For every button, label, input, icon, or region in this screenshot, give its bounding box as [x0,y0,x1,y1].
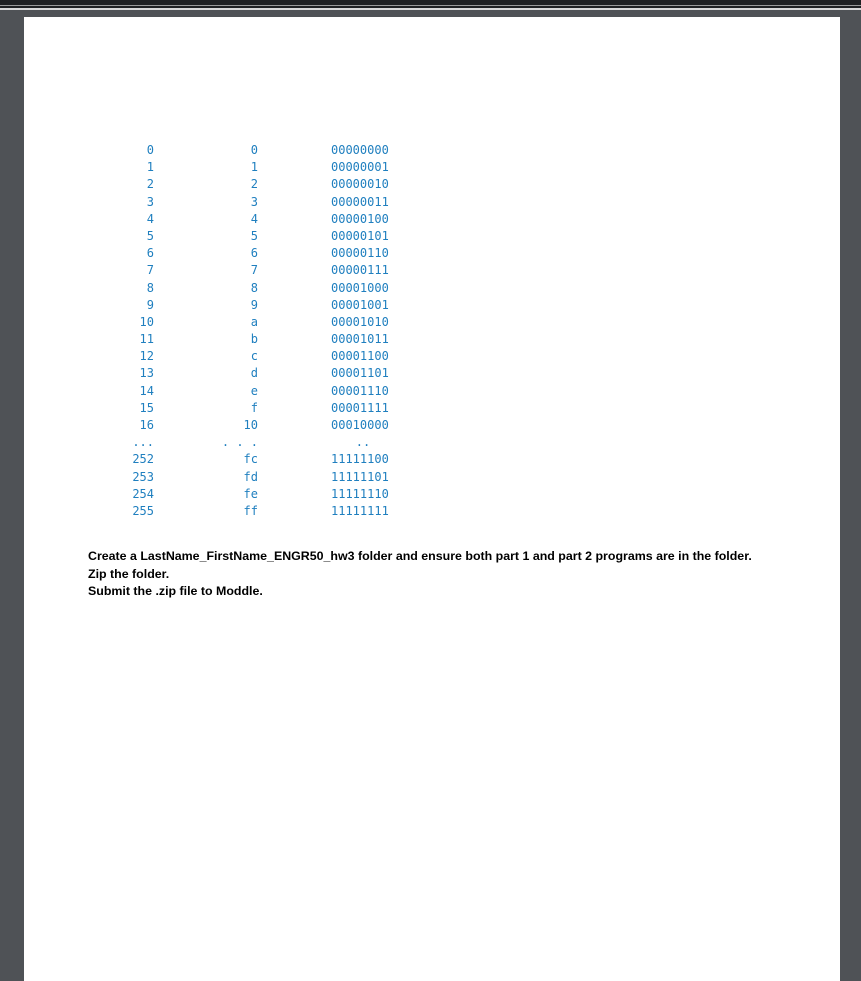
hex-cell: b [250,332,258,347]
hex-cell: 5 [250,228,258,243]
table-row [24,365,840,382]
decimal-cell: 4 [146,211,154,226]
binary-cell: 00010000 [331,418,389,432]
table-row [24,211,840,228]
decimal-cell: 255 [132,503,154,518]
table-row [24,451,840,468]
hex-cell: 8 [250,280,258,295]
decimal-cell: 16 [139,418,154,432]
binary-cell: 00000000 [331,143,389,157]
table-row [24,280,840,297]
table-row [24,331,840,348]
hex-cell: 2 [250,177,258,192]
table-row [24,142,840,159]
instruction-line-create-folder: Create a LastName_FirstName_ENGR50_hw3 folder and ensure both part 1 and part 2 programs are in the folder. [88,549,752,563]
table-row [24,262,840,279]
table-row [24,486,840,503]
hex-cell: 1 [250,160,258,175]
decimal-cell: 254 [132,486,154,501]
binary-cell: 00001100 [331,349,389,364]
binary-cell: 00001111 [331,400,389,415]
document-page [24,17,840,981]
hex-cell: d [250,366,258,381]
decimal-cell: 2 [146,177,154,192]
hex-cell: 9 [250,297,258,312]
table-row [24,348,840,365]
hex-cell: 3 [250,194,258,209]
hex-cell: e [250,383,258,398]
binary-cell: 00000110 [331,246,389,261]
binary-cell: 00000010 [331,177,389,192]
hex-cell: fc [243,452,258,467]
binary-cell: 00001001 [331,297,389,312]
binary-cell: 00000111 [331,263,389,278]
binary-cell: 00001010 [331,314,389,329]
number-conversion-table [24,142,840,520]
decimal-cell: 15 [139,400,154,415]
table-row [24,383,840,400]
viewer-top-bar-line [0,5,861,6]
binary-cell: 11111111 [331,503,389,518]
decimal-cell: 13 [139,366,154,381]
instruction-line-zip: Zip the folder. [88,566,170,581]
table-row [24,297,840,314]
table-row [24,503,840,520]
binary-cell: 00001101 [331,366,389,381]
decimal-cell: 11 [139,332,154,347]
decimal-cell: 7 [146,263,154,278]
table-row [24,159,840,176]
binary-cell: .. [355,435,371,450]
hex-cell: a [250,314,258,329]
hex-cell: fe [243,486,258,501]
hex-cell: 10 [243,418,258,432]
decimal-cell: 0 [146,143,154,157]
hex-cell: 7 [250,263,258,278]
table-row [24,228,840,245]
decimal-cell: 8 [146,280,154,295]
table-row [24,194,840,211]
binary-cell: 11111110 [331,486,389,501]
decimal-cell: 252 [132,452,154,467]
binary-cell: 00000001 [331,160,389,175]
viewer-top-bar [0,0,861,10]
hex-cell: 4 [250,211,258,226]
decimal-cell: 12 [139,349,154,364]
table-row [24,245,840,262]
decimal-cell: 1 [146,160,154,175]
decimal-cell: 14 [139,383,154,398]
hex-cell: c [250,349,258,364]
decimal-cell: 6 [146,246,154,261]
decimal-cell: ... [132,435,154,450]
table-row [24,417,840,434]
hex-cell: fd [243,469,258,484]
hex-cell: . . . [221,435,258,450]
binary-cell: 00000011 [331,194,389,209]
binary-cell: 00001110 [331,383,389,398]
table-row [24,314,840,331]
hex-cell: 0 [250,143,258,157]
decimal-cell: 253 [132,469,154,484]
instruction-line-submit: Submit the .zip file to Moddle. [88,584,263,598]
instructions [88,548,752,601]
table-row [24,176,840,193]
binary-cell: 00000101 [331,228,389,243]
decimal-cell: 3 [146,194,154,209]
binary-cell: 00001000 [331,280,389,295]
table-row-ellipsis [24,434,840,451]
decimal-cell: 9 [146,297,154,312]
binary-cell: 00001011 [331,332,389,347]
decimal-cell: 10 [139,314,154,329]
binary-cell: 11111101 [331,469,389,484]
hex-cell: ff [243,503,258,518]
binary-cell: 00000100 [331,211,389,226]
binary-cell: 11111100 [331,452,389,467]
table-row [24,400,840,417]
table-row [24,469,840,486]
hex-cell: 6 [250,246,258,261]
decimal-cell: 5 [146,228,154,243]
hex-cell: f [250,400,258,415]
